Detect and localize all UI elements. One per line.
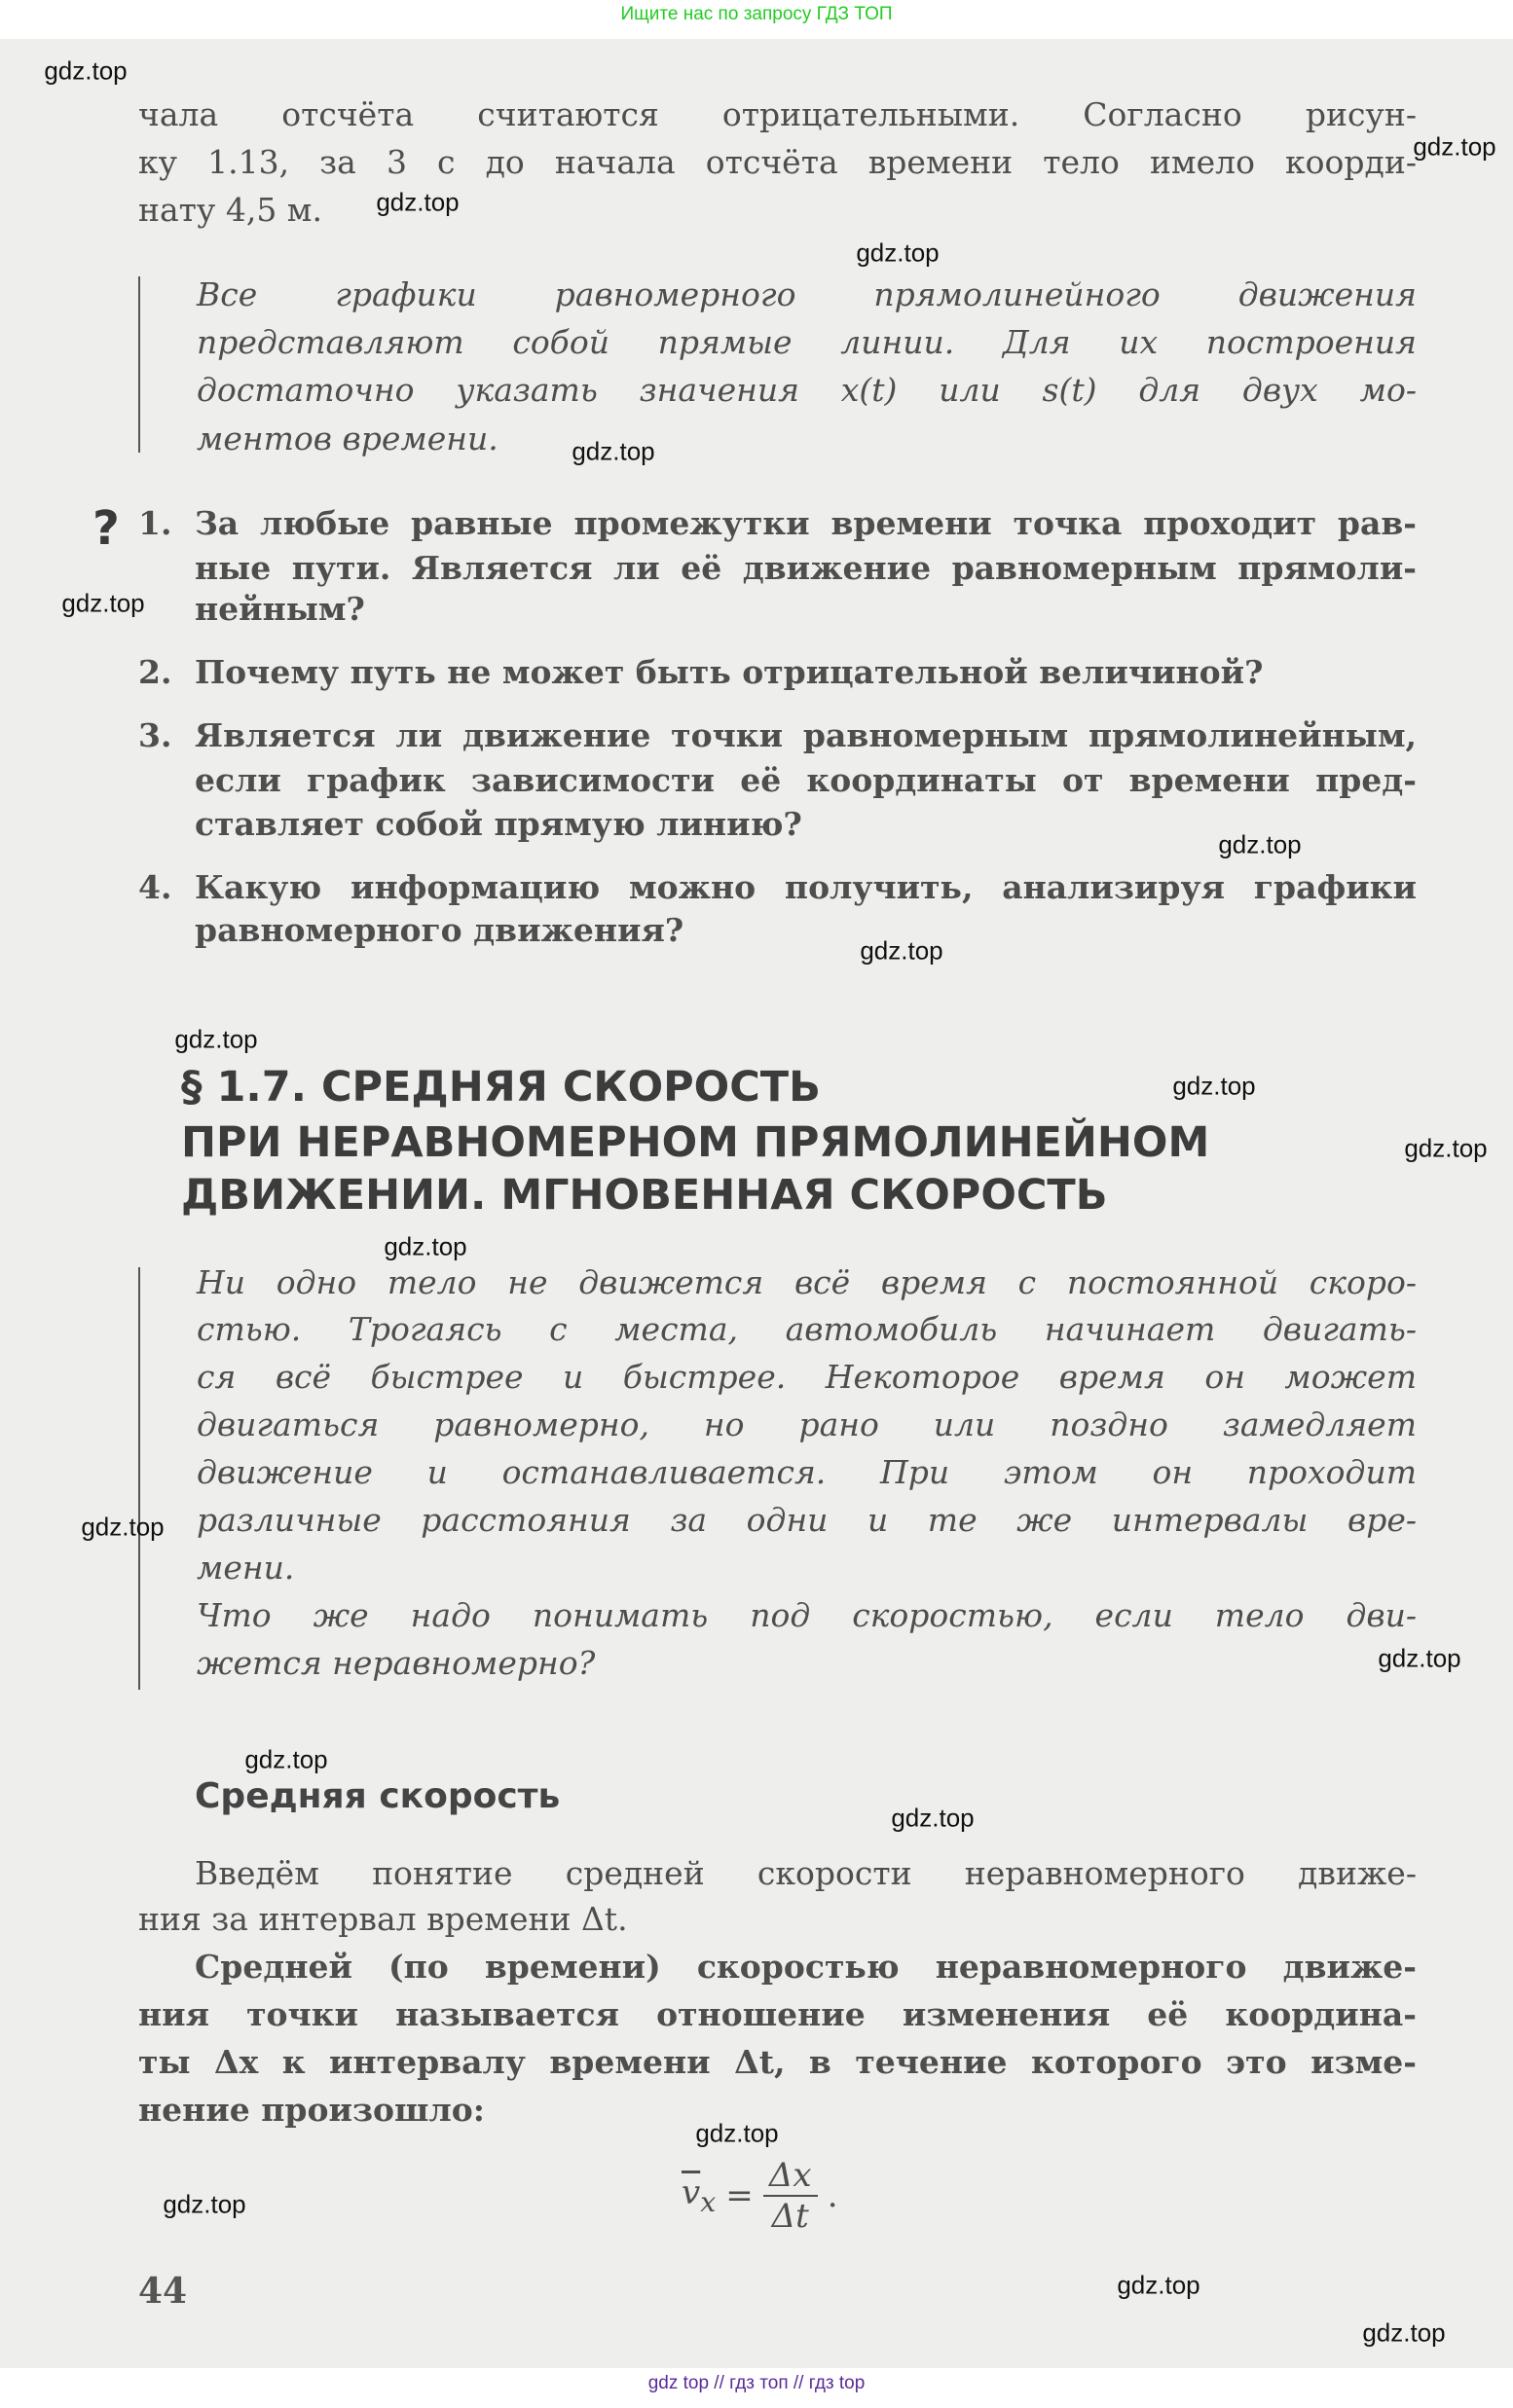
text-line: движение и останавливается. При этом он проходит (197, 1453, 1417, 1491)
text-line: Ни одно тело не движется всё время с постоянной скоро- (197, 1263, 1417, 1301)
average-velocity-formula (682, 2156, 838, 2236)
text-line: представляют собой прямые линии. Для их построения (197, 323, 1417, 361)
text-line: ния точки называется отношение изменения её координа- (138, 1995, 1417, 2033)
text-line: Введём понятие средней скорости неравномерного движе- (195, 1854, 1417, 1892)
footer-links[interactable]: gdz top // гдз топ // гдз top (647, 2373, 866, 2393)
watermark: gdz.top (1117, 2270, 1200, 2300)
question-number: 3. (138, 716, 172, 754)
question-mark-icon: ? (92, 501, 120, 556)
watermark: gdz.top (1413, 131, 1496, 162)
watermark: gdz.top (856, 237, 940, 268)
text-line: ния за интервал времени Δt. (138, 1900, 628, 1938)
watermark: gdz.top (1378, 1643, 1461, 1673)
subheading: Средняя скорость (195, 1776, 561, 1816)
question-number: 4. (138, 868, 172, 906)
watermark: gdz.top (1404, 1133, 1488, 1163)
heading-line: ПРИ НЕРАВНОМЕРНОМ ПРЯМОЛИНЕЙНОМ (181, 1118, 1210, 1167)
text-line: ставляет собой прямую линию? (195, 805, 802, 843)
text-line: ментов времени. (197, 420, 498, 457)
heading-line: § 1.7. СРЕДНЯЯ СКОРОСТЬ (181, 1063, 821, 1112)
watermark: gdz.top (44, 55, 128, 86)
formula-subscript: x (700, 2185, 717, 2218)
question-number: 1. (138, 504, 172, 542)
formula-fraction (763, 2156, 818, 2236)
formula-period: . (827, 2176, 838, 2215)
text-line: Является ли движение точки равномерным прямолинейным, (195, 716, 1417, 754)
watermark: gdz.top (174, 1024, 258, 1054)
text-line: нение произошло: (138, 2091, 485, 2129)
text-line: если график зависимости её координаты от времени пред- (195, 761, 1417, 799)
text-line: ку 1.13, за 3 с до начала отсчёта времени тело имело коорди- (138, 143, 1417, 181)
text-line: стью. Трогаясь с места, автомобиль начинает двигать- (197, 1310, 1417, 1348)
text-line: нейным? (195, 590, 365, 628)
formula-numerator: Δx (768, 2156, 812, 2195)
watermark: gdz.top (572, 436, 655, 466)
text-line: двигаться равномерно, но рано или поздно замедляет (197, 1405, 1417, 1443)
search-banner[interactable]: Ищите нас по запросу ГДЗ ТОП (620, 4, 893, 24)
text-line: Что же надо понимать под скоростью, если тело дви- (197, 1596, 1417, 1634)
note-bar (138, 276, 140, 453)
watermark: gdz.top (1172, 1071, 1256, 1101)
watermark: gdz.top (695, 2118, 779, 2148)
text-line: За любые равные промежутки времени точка проходит рав- (195, 504, 1417, 542)
note-bar (138, 1267, 140, 1690)
formula-denominator: Δt (771, 2197, 809, 2236)
text-line: равномерного движения? (195, 911, 684, 949)
watermark: gdz.top (81, 1512, 165, 1542)
text-line: Почему путь не может быть отрицательной величиной? (195, 653, 1264, 691)
text-line: Все графики равномерного прямолинейного движения (197, 275, 1417, 313)
text-line: ся всё быстрее и быстрее. Некоторое время он может (197, 1358, 1417, 1396)
watermark: gdz.top (384, 1231, 467, 1261)
text-line: жется неравномерно? (197, 1644, 596, 1682)
text-line: Средней (по времени) скоростью неравномерного движе- (195, 1948, 1417, 1986)
text-line: чала отсчёта считаются отрицательными. Согласно рисун- (138, 95, 1417, 133)
text-line: нату 4,5 м. (138, 191, 322, 229)
formula-v: $\overline{v}$ (682, 2173, 701, 2213)
watermark: gdz.top (376, 187, 460, 217)
formula-lhs (682, 2173, 716, 2218)
text-line: ные пути. Является ли её движение равномерным прямоли- (195, 549, 1417, 587)
watermark: gdz.top (244, 1744, 328, 1774)
text-line: достаточно указать значения x(t) или s(t) для двух мо- (197, 371, 1417, 409)
page-number: 44 (138, 2271, 188, 2312)
watermark: gdz.top (860, 935, 943, 966)
watermark: gdz.top (891, 1803, 975, 1833)
text-line: ты Δx к интервалу времени Δt, в течение которого это изме- (138, 2043, 1417, 2081)
text-line: Какую информацию можно получить, анализируя графики (195, 868, 1417, 906)
formula-equals: = (725, 2176, 754, 2215)
text-line: различные расстояния за одни и те же интервалы вре- (197, 1501, 1417, 1539)
watermark: gdz.top (1362, 2317, 1446, 2348)
watermark: gdz.top (61, 588, 145, 618)
text-line: мени. (197, 1549, 295, 1587)
question-number: 2. (138, 653, 172, 691)
watermark: gdz.top (1218, 829, 1302, 859)
heading-line: ДВИЖЕНИИ. МГНОВЕННАЯ СКОРОСТЬ (181, 1171, 1108, 1220)
watermark: gdz.top (163, 2189, 246, 2219)
